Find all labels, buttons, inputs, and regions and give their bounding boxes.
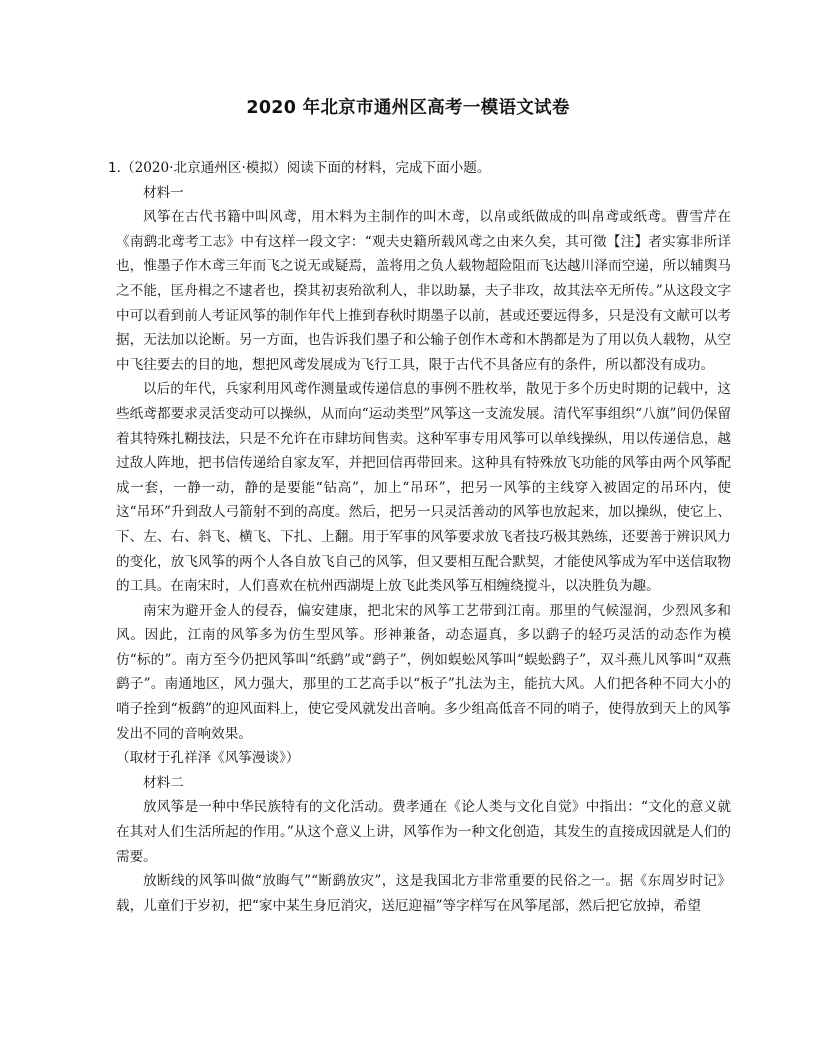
question-block bbox=[108, 156, 731, 918]
material1-label: 材料一 bbox=[143, 184, 184, 201]
material2-paragraph-2: 放断线的风筝叫做“放晦气”“断鹞放灾”，这是我国北方非常重要的民俗之一。据《东周岁时记》载，儿童们于岁初，把“家中某生身厄消灾，送厄迎福”等字样写在风筝尾部，然后把它放掉，希望 bbox=[116, 873, 731, 914]
material1-source: （取材于孔祥泽《风筝漫谈》） bbox=[116, 750, 300, 767]
material2-label: 材料二 bbox=[143, 774, 184, 791]
page-title: 2020 年北京市通州区高考一模语文试卷 bbox=[246, 98, 570, 118]
material1-paragraph-1: 风筝在古代书籍中叫风鸢，用木料为主制作的叫木鸢，以帛或纸做成的叫帛鸢或纸鸢。曹雪芹在《南鹞北鸢考工志》中有这样一段文字：“观夫史籍所载风鸢之由来久矣，其可徵【注】者实寡非所详也，惟墨子作木鸢三年而飞之说无或疑焉，盖将用之负人载物超险阻而飞达越川泽而空递，所以辅舆马之不能，匡舟楫之不逮者也，揆其初衷殆欲利人，非以助暴，夫子非攻，故其法卒无所传。”从这段文字中可以看到前人考证风筝的制作年代上推到春秋时期墨子以前，甚或还要远得多，只是没有文献可以考据，无法加以论断。另一方面，也告诉我们墨子和公输子创作木鸢和木鹊都是为了用以负人载物，从空中飞往要去的目的地，想把风鸢发展成为飞行工具，限于古代不具备应有的条件，所以都没有成功。 bbox=[116, 209, 731, 373]
material2-paragraph-1: 放风筝是一种中华民族特有的文化活动。费孝通在《论人类与文化自觉》中指出：“文化的意义就在其对人们生活所起的作用。”从这个意义上讲，风筝作为一种文化创造，其发生的直接成因就是人们的需要。 bbox=[116, 799, 731, 865]
question-number: 1. bbox=[108, 160, 121, 176]
material1-paragraph-2: 以后的年代，兵家利用风鸢作测量或传递信息的事例不胜枚举，散见于多个历史时期的记载中，这些纸鸢都要求灵活变动可以操纵，从而向“运动类型”风筝这一支流发展。清代军事组织“八旗”间仍保留着其特殊扎糊技法，只是不允许在市肆坊间售卖。这种军事专用风筝可以单线操纵，用以传递信息，越过敌人阵地，把书信传递给自家友军，并把回信再带回来。这种具有特殊放飞功能的风筝由两个风筝配成一套，一静一动，静的是要能“钻高”，加上“吊环”，把另一风筝的主线穿入被固定的吊环内，使这“吊环”升到敌人弓箭射不到的高度。然后，把另一只灵活善动的风筝也放起来，加以操纵，使它上、下、左、右、斜飞、横飞、下扎、上翻。用于军事的风筝要求放飞者技巧极其熟练，还要善于辨识风力的变化，放飞风筝的两个人各自放飞自己的风筝，但又要相互配合默契，才能使风筝成为军中送信取物的工具。在南宋时，人们喜欢在杭州西湖堤上放飞此类风筝互相缠绕搅斗，以决胜负为趣。 bbox=[116, 381, 731, 595]
question-header bbox=[108, 156, 731, 181]
material1-paragraph-3: 南宋为避开金人的侵吞，偏安建康，把北宋的风筝工艺带到江南。那里的气候湿润，少烈风多和风。因此，江南的风筝多为仿生型风筝。形神兼备，动态逼真，多以鹞子的轻巧灵活的动态作为模仿“标的”。南方至今仍把风筝叫“纸鹞”或“鹞子”，例如蜈蚣风筝叫“蜈蚣鹞子”，双斗燕儿风筝叫“双燕鹞子”。南通地区，风力强大，那里的工艺高手以“板子”扎法为主，能抗大风。人们把各种不同大小的哨子拴到“板鹞”的迎风面料上，使它受风就发出音响。多少组高低音不同的哨子，使得放到天上的风筝发出不同的音响效果。 bbox=[116, 602, 731, 742]
question-prompt: （2020·北京通州区·模拟）阅读下面的材料，完成下面小题。 bbox=[120, 160, 491, 176]
